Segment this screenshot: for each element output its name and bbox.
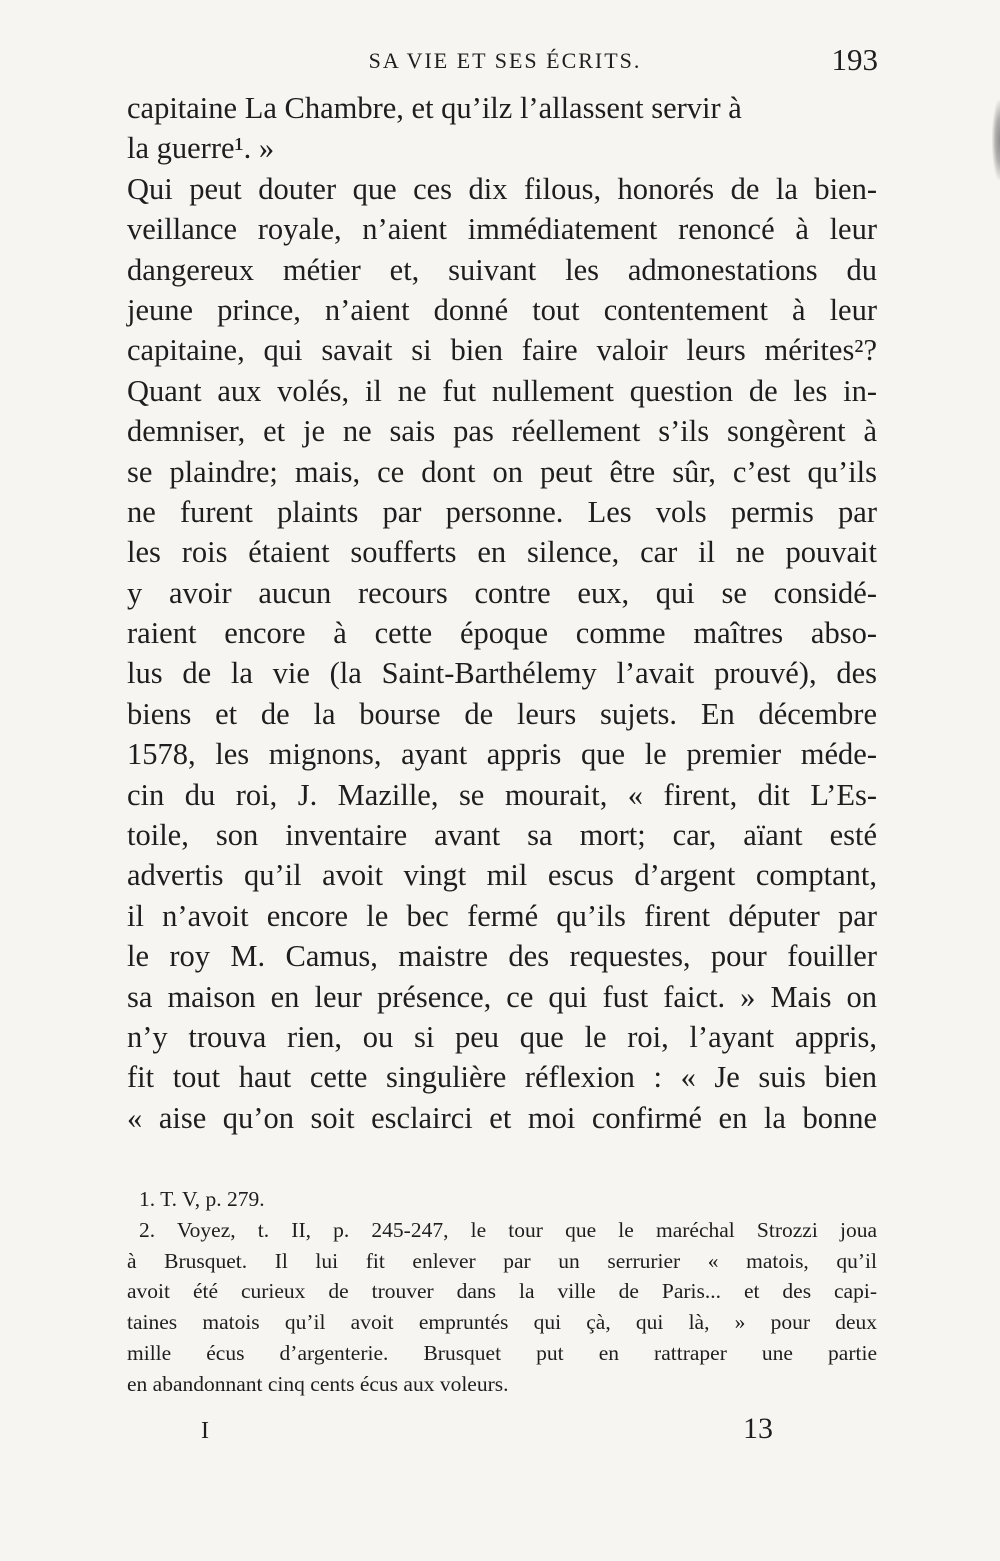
body-line: advertis qu’il avoit vingt mil escus d’argent comptant, (127, 858, 877, 893)
footnote-1: 1. T. V, p. 279. (139, 1187, 265, 1211)
body-line: sa maison en leur présence, ce qui fust faict. » Mais on (127, 979, 877, 1014)
body-line: lus de la vie (la Saint-Barthélemy l’avait prouvé), des (127, 656, 877, 691)
body-line: cin du roi, J. Mazille, se mourait, « firent, dit L’Es- (127, 777, 877, 812)
footnote-2-line: en abandonnant cinq cents écus aux voleurs. (127, 1371, 509, 1396)
body-line: n’y trouva rien, ou si peu que le roi, l’ayant appris, (127, 1019, 877, 1054)
body-line: la guerre¹. » (127, 131, 275, 166)
body-line: dangereux métier et, suivant les admonestations du (127, 252, 877, 287)
body-line: ne furent plaints par personne. Les vols permis par (127, 494, 877, 529)
footnote-2-line: à Brusquet. Il lui fit enlever par un serrurier « matois, qu’il (127, 1248, 877, 1273)
body-line: se plaindre; mais, ce dont on peut être sûr, c’est qu’ils (127, 454, 877, 489)
body-line: y avoir aucun recours contre eux, qui se considé- (127, 575, 877, 610)
body-line: biens et de la bourse de leurs sujets. En décembre (127, 696, 877, 731)
body-line: le roy M. Camus, maistre des requestes, pour fouiller (127, 939, 877, 974)
body-text (127, 88, 877, 1138)
page-header (130, 42, 880, 82)
body-line: veillance royale, n’aient immédiatement renoncé à leur (127, 212, 877, 247)
body-line: Qui peut douter que ces dix filous, honorés de la bien- (127, 171, 877, 206)
body-line: capitaine La Chambre, et qu’ilz l’allassent servir à (127, 91, 742, 125)
footnote-2-line: mille écus d’argenterie. Brusquet put en rattraper une partie (127, 1340, 877, 1365)
body-line: demniser, et je ne sais pas réellement s’ils songèrent à (127, 414, 877, 449)
footnote-2-line: 2. Voyez, t. II, p. 245-247, le tour que le maréchal Strozzi joua (139, 1217, 877, 1242)
sheet-number: 13 (743, 1412, 773, 1445)
body-line: Quant aux volés, il ne fut nullement question de les in- (127, 373, 877, 408)
page-number: 193 (831, 42, 878, 77)
body-line: jeune prince, n’aient donné tout contentement à leur (127, 292, 877, 327)
page-edge-shadow (992, 100, 1000, 180)
body-line: 1578, les mignons, ayant appris que le premier méde- (127, 737, 877, 772)
body-line: toile, son inventaire avant sa mort; car, aïant esté (127, 818, 877, 853)
footnotes (127, 1184, 877, 1400)
footnote-2-line: taines matois qu’il avoit empruntés qui çà, qui là, » pour deux (127, 1310, 877, 1335)
body-line: capitaine, qui savait si bien faire valoir leurs mérites²? (127, 333, 877, 368)
signature-mark: I (201, 1418, 209, 1444)
body-line: il n’avoit encore le bec fermé qu’ils firent députer par (127, 898, 877, 933)
body-line: les rois étaient soufferts en silence, car il ne pouvait (127, 535, 877, 570)
body-line: fit tout haut cette singulière réflexion : « Je suis bien (127, 1060, 877, 1095)
footnote-2-line: avoit été curieux de trouver dans la ville de Paris... et des capi- (127, 1279, 877, 1304)
running-head: SA VIE ET SES ÉCRITS. (368, 48, 642, 73)
body-line: raient encore à cette époque comme maîtres abso- (127, 616, 877, 651)
body-line: « aise qu’on soit esclairci et moi confirmé en la bonne (127, 1100, 877, 1135)
page-footer (127, 1412, 877, 1452)
